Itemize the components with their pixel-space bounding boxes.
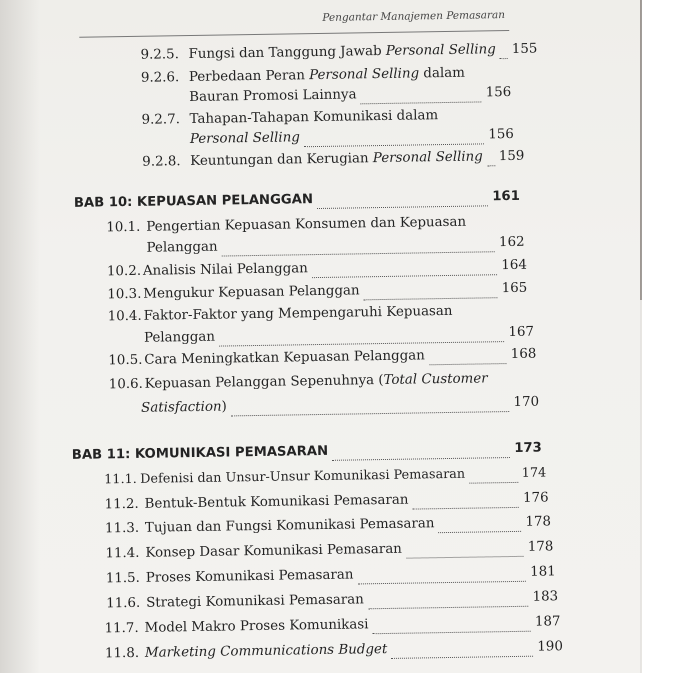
chapter-heading <box>74 189 520 218</box>
entry-number: 9.2.6. <box>140 70 180 86</box>
toc-entry <box>106 589 558 618</box>
entry-title: Cara Meningkatkan Kepuasan Pelanggan <box>144 348 425 368</box>
leader-dots <box>304 142 484 147</box>
toc-entry <box>106 564 556 593</box>
entry-title: Model Makro Proses Komunikasi <box>144 617 369 636</box>
toc-entry <box>105 514 551 543</box>
toc-entry <box>142 148 525 177</box>
entry-number: 9.2.7. <box>141 112 181 128</box>
leader-dots <box>361 100 482 104</box>
toc-entry <box>104 614 560 643</box>
leader-dots <box>391 655 533 659</box>
chapter-page: 161 <box>492 188 520 205</box>
entry-page: 159 <box>498 148 525 165</box>
header-rule <box>79 30 509 38</box>
leader-dots <box>312 273 498 278</box>
entry-number: 11.7. <box>104 620 139 637</box>
toc-entry <box>105 539 553 568</box>
entry-title: Proses Komunikasi Pemasaran <box>145 567 354 586</box>
entry-page: 168 <box>510 346 537 363</box>
entry-page: 156 <box>485 84 512 101</box>
running-head: Pengantar Manajemen Pemasaran <box>322 9 506 24</box>
entry-number: 10.3. <box>107 286 142 303</box>
entry-number: 11.5. <box>105 570 140 587</box>
entry-page: 178 <box>527 539 554 555</box>
entry-number: 11.8. <box>104 645 140 662</box>
leader-dots <box>368 605 529 610</box>
entry-page: 174 <box>521 465 547 481</box>
entry-page: 162 <box>498 234 525 251</box>
entry-number: 10.4. <box>107 308 142 325</box>
entry-title: Tahapan-Tahapan Komunikasi dalam <box>189 108 439 128</box>
entry-page: 164 <box>501 257 528 274</box>
entry-title: Faktor-Faktor yang Mempengaruhi Kepuasan <box>143 303 453 324</box>
entry-number: 9.2.5. <box>140 47 180 63</box>
entry-number: 11.4. <box>105 545 140 562</box>
leader-dots <box>317 204 488 209</box>
entry-title: Kepuasan Pelanggan Sepenuhnya (Total Customer <box>144 371 488 392</box>
entry-title: Satisfaction) <box>140 399 227 416</box>
entry-title: Analisis Nilai Pelanggan <box>142 261 308 279</box>
leader-dots <box>231 410 510 416</box>
leader-dots <box>406 555 524 559</box>
chapter-page: 173 <box>514 440 542 456</box>
leader-dots <box>429 362 507 365</box>
leader-dots <box>413 506 520 510</box>
leader-dots <box>219 340 504 346</box>
entry-title: Personal Selling <box>189 130 300 148</box>
entry-number: 9.2.8. <box>142 154 181 170</box>
chapter-title: BAB 11: KOMUNIKASI PEMASARAN <box>71 443 329 463</box>
entry-title: Konsep Dasar Komunikasi Pemasaran <box>145 541 402 561</box>
leader-dots <box>222 250 495 256</box>
entry-number: 10.2. <box>106 263 142 280</box>
chapter-heading <box>72 441 542 470</box>
entry-title: Keuntungan dan Kerugian Personal Selling <box>190 149 483 170</box>
entry-page: 170 <box>513 394 540 410</box>
entry-title: Perbedaan Peran Personal Selling dalam <box>188 65 466 86</box>
entry-page: 181 <box>530 564 556 580</box>
leader-dots <box>439 530 522 533</box>
entry-title: Defenisi dan Unsur-Unsur Komunikasi Pemasaran <box>140 466 466 487</box>
entry-number: 11.6. <box>106 595 141 612</box>
entry-title: Tujuan dan Fungsi Komunikasi Pemasaran <box>144 516 435 536</box>
entry-number: 10.6. <box>108 376 143 393</box>
entry-page: 155 <box>511 41 538 57</box>
leader-dots <box>487 164 495 166</box>
leader-dots <box>373 630 532 634</box>
entry-title: Strategi Komunikasi Pemasaran <box>146 592 364 611</box>
entry-title: Marketing Communications Budget <box>144 641 388 661</box>
entry-title: Bentuk-Bentuk Komunikasi Pemasaran <box>144 492 409 512</box>
chapter-title: BAB 10: KEPUASAN PELANGGAN <box>73 192 314 211</box>
toc-entry <box>105 639 563 668</box>
entry-number: 11.1. <box>104 471 137 488</box>
leader-dots <box>332 456 510 461</box>
entry-number: 10.1. <box>106 219 141 236</box>
entry-page: 167 <box>508 324 535 341</box>
entry-title: Pelanggan <box>146 239 218 256</box>
leader-dots <box>500 57 508 59</box>
entry-page: 178 <box>525 514 552 530</box>
entry-page: 183 <box>532 589 559 605</box>
entry-number: 11.3. <box>104 520 140 537</box>
entry-title: Fungsi dan Tanggung Jawab Personal Selling <box>188 42 496 63</box>
leader-dots <box>469 481 518 484</box>
entry-number: 11.2. <box>104 496 139 513</box>
entry-title: Bauran Promosi Lainnya <box>189 87 357 106</box>
entry-page: 187 <box>534 614 561 630</box>
toc-entry-continued <box>141 395 539 423</box>
entry-page: 156 <box>488 126 514 143</box>
entry-page: 190 <box>537 639 564 655</box>
entry-number: 10.5. <box>108 352 143 369</box>
leader-dots <box>358 580 527 585</box>
entry-title: Pengertian Kepuasan Konsumen dan Kepuasan <box>146 214 467 235</box>
entry-title: Pelanggan <box>143 329 216 346</box>
entry-page: 176 <box>522 490 549 506</box>
entry-page: 165 <box>501 280 528 297</box>
toc-entry <box>104 465 546 494</box>
entry-title: Mengukur Kepuasan Pelanggan <box>143 283 360 302</box>
leader-dots <box>364 296 498 300</box>
